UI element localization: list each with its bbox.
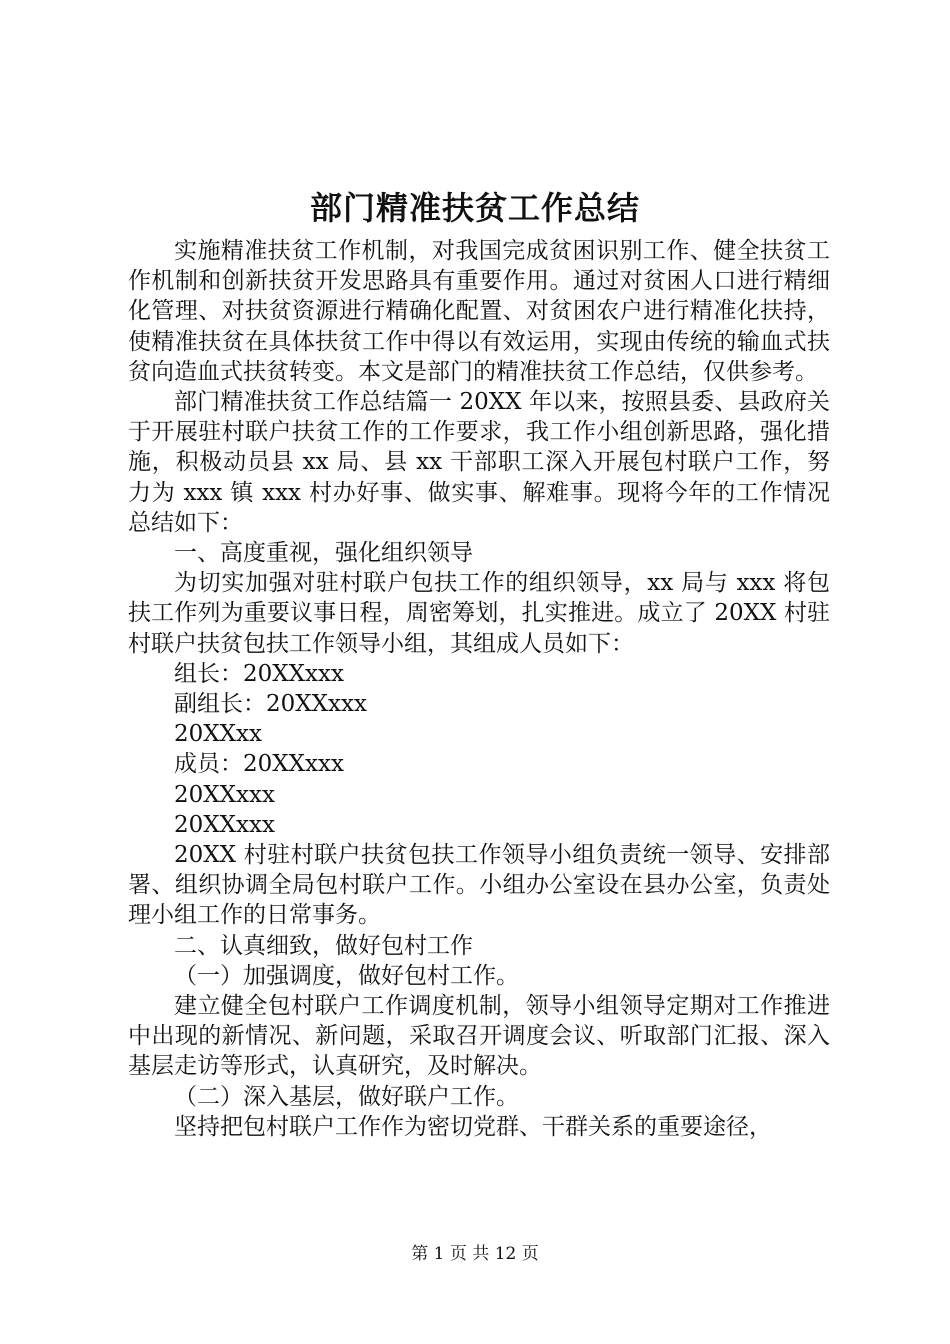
section-heading-2: 二、认真细致，做好包村工作 — [174, 932, 473, 959]
paragraph-group-duty: 20XX 村驻村联户扶贫包扶工作领导小组负责统一领导、安排部署、组织协调全局包村联户工作。小组办公室设在县办公室，负责处理小组工作的日常事务。 — [128, 842, 830, 929]
page-footer: 第 1 页 共 12 页 — [411, 1244, 539, 1264]
member-line-deputy-2: 20XXxx — [174, 721, 262, 748]
member-line-members: 成员：20XXxxx — [174, 751, 344, 778]
document-title: 部门精准扶贫工作总结 — [309, 189, 640, 227]
member-line-deputy: 副组长：20XXxxx — [174, 691, 367, 718]
member-line-member-2: 20XXxxx — [174, 781, 275, 808]
section-heading-1: 一、高度重视，强化组织领导 — [174, 540, 473, 567]
member-line-member-3: 20XXxxx — [174, 811, 275, 838]
subsection-heading-2: （二）深入基层，做好联户工作。 — [174, 1083, 519, 1110]
paragraph-summary-start: 部门精准扶贫工作总结篇一 20XX 年以来，按照县委、县政府关于开展驻村联户扶贫工作的工作要求，我工作小组创新思路，强化措施，积极动员县 xx 局、县 xx 干部职工深入开展包村联户工作，努力为 xxx 镇 xxx 村办好事、做实事、解难事。现将今年的工作情况总结如下： — [128, 389, 830, 536]
document-body — [128, 236, 830, 1142]
paragraph-dispatch: 建立健全包村联户工作调度机制，领导小组领导定期对工作推进中出现的新情况、新问题，采取召开调度会议、听取部门汇报、深入基层走访等形式，认真研究，及时解决。 — [128, 993, 830, 1080]
subsection-heading-1: （一）加强调度，做好包村工作。 — [174, 962, 519, 989]
paragraph-grassroots: 坚持把包村联户工作作为密切党群、干群关系的重要途径， — [174, 1113, 772, 1140]
member-line-leader: 组长：20XXxxx — [174, 660, 344, 687]
paragraph-intro: 实施精准扶贫工作机制，对我国完成贫困识别工作、健全扶贫工作机制和创新扶贫开发思路具有重要作用。通过对贫困人口进行精细化管理、对扶贫资源进行精确化配置、对贫困农户进行精准化扶持，使精准扶贫在具体扶贫工作中得以有效运用，实现由传统的输血式扶贫向造血式扶贫转变。本文是部门的精准扶贫工作总结，仅供参考。 — [128, 238, 830, 385]
paragraph-leadership: 为切实加强对驻村联户包扶工作的组织领导，xx 局与 xxx 将包扶工作列为重要议事日程，周密筹划，扎实推进。成立了 20XX 村驻村联户扶贫包扶工作领导小组，其组成人员如下： — [128, 570, 830, 657]
